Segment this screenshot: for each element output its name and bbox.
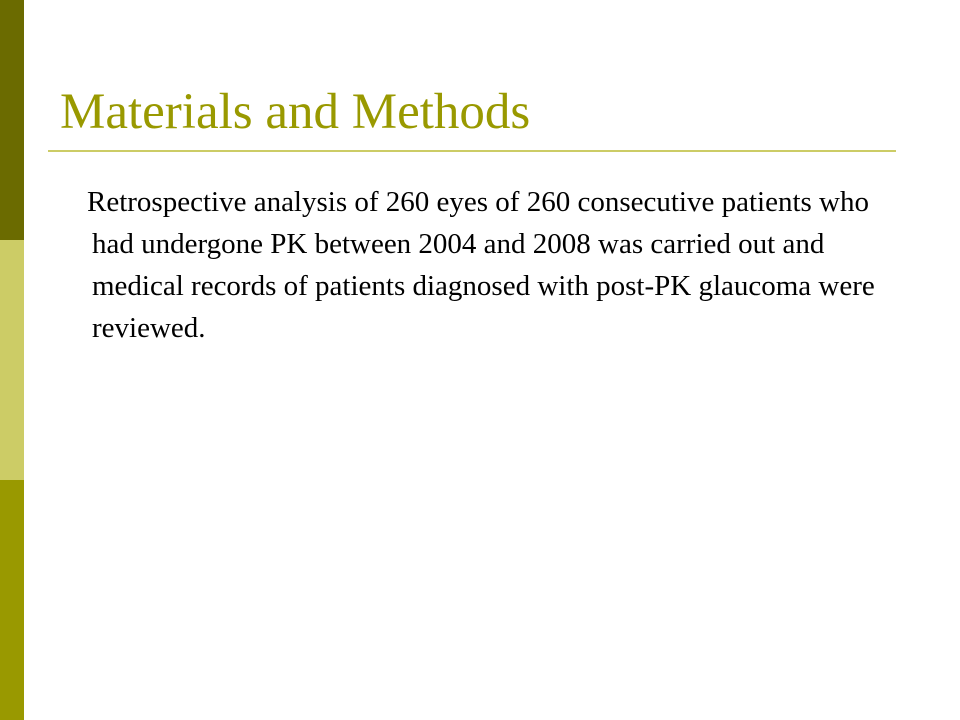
sidebar-segment-mid: [0, 480, 24, 720]
title-divider: [48, 150, 896, 152]
sidebar-segment-dark: [0, 0, 24, 240]
slide-title: Materials and Methods: [60, 84, 531, 140]
sidebar-segment-light: [0, 240, 24, 480]
slide-body-text: Retrospective analysis of 260 eyes of 260 consecutive patients who had undergone PK between 2004 and 2008 was carried out and medical records of patients diagnosed with post-PK glaucoma were reviewed.: [87, 186, 875, 344]
decorative-sidebar: [0, 0, 24, 720]
